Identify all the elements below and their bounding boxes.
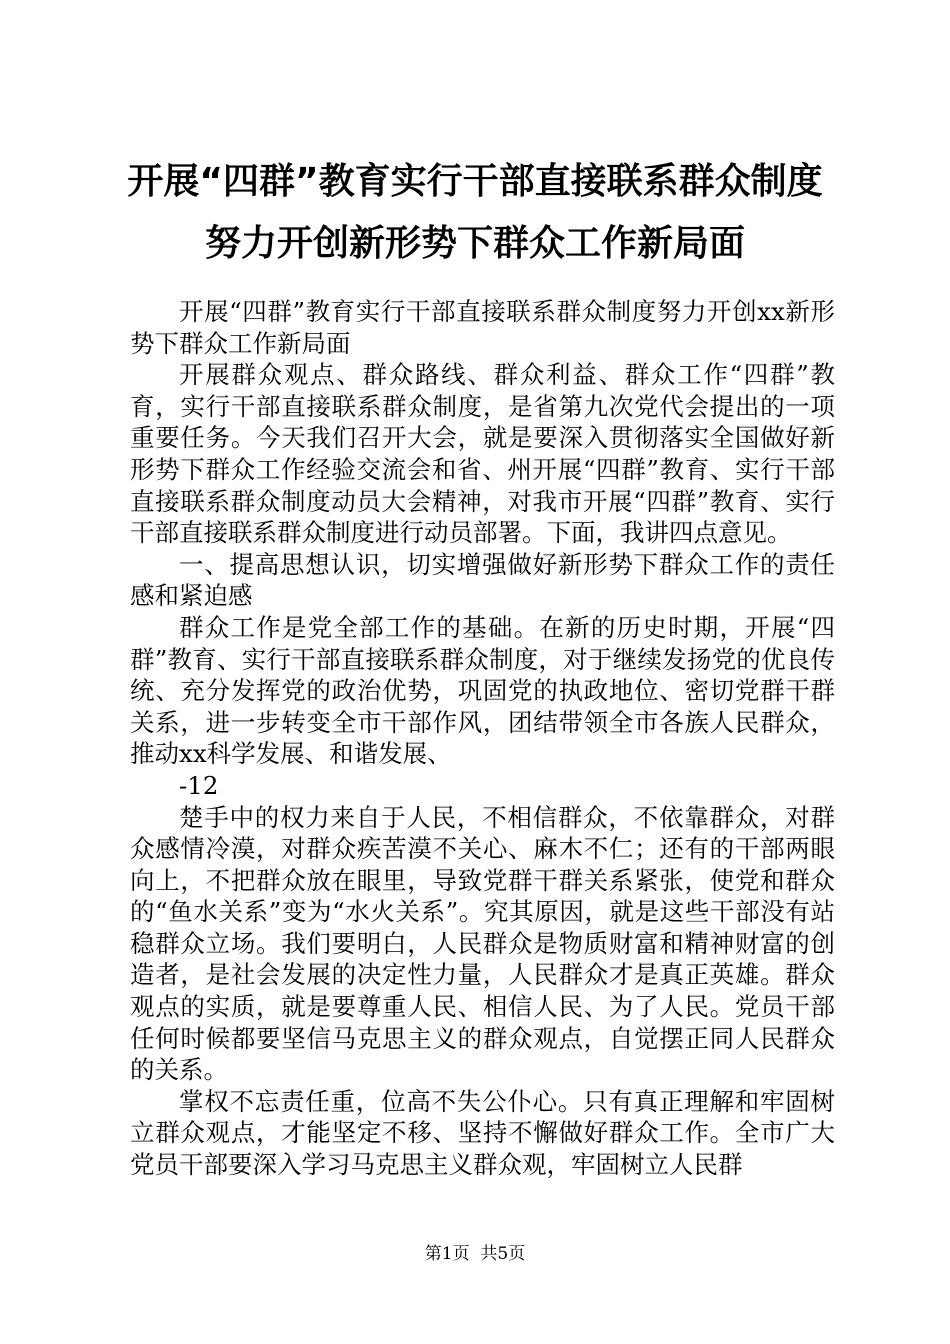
document-title-line-2: 努力开创新形势下群众工作新局面: [204, 223, 745, 264]
document-body: [130, 296, 835, 1181]
paragraph-mass-work: 群众工作是党全部工作的基础。在新的历史时期，开展“四群”教育、实行干部直接联系群众制度，对于继续发扬党的优良传统、充分发挥党的政治优势，巩固党的执政地位、密切党群干群关系，进一步转变全市干部作风，团结带领全市各族人民群众，推动xx科学发展、和谐发展、: [130, 612, 835, 769]
paragraph-subtitle: 开展“四群”教育实行干部直接联系群众制度努力开创xx新形势下群众工作新局面: [130, 297, 835, 358]
paragraph-power: 楚手中的权力来自于人民，不相信群众，不依靠群众，对群众感情冷漠，对群众疾苦漠不关心、麻木不仁；还有的干部两眼向上，不把群众放在眼里，导致党群干群关系紧张，使党和群众的“鱼水关系”变为“水火关系”。究其原因，就是这些干部没有站稳群众立场。我们要明白，人民群众是物质财富和精神财富的创造者，是社会发展的决定性力量，人民群众才是真正英雄。群众观点的实质，就是要尊重人民、相信人民、为了人民。党员干部任何时候都要坚信马克思主义的群众观点，自觉摆正同人民群众的关系。: [130, 802, 835, 1085]
paragraph-responsibility: 掌权不忘责任重，位高不失公仆心。只有真正理解和牢固树立群众观点，才能坚定不移、坚持不懈做好群众工作。全市广大党员干部要深入学习马克思主义群众观，牢固树立人民群: [130, 1086, 835, 1180]
page-fragment-marker: -12: [179, 770, 219, 800]
paragraph-intro: 开展群众观点、群众路线、群众利益、群众工作“四群”教育，实行干部直接联系群众制度，是省第九次党代会提出的一项重要任务。今天我们召开大会，就是要深入贯彻落实全国做好新形势下群众工作经验交流会和省、州开展“四群”教育、实行干部直接联系群众制度动员大会精神，对我市开展“四群”教育、实行干部直接联系群众制度进行动员部署。下面，我讲四点意见。: [130, 360, 835, 548]
document-title-line-1: 开展“四群”教育实行干部直接联系群众制度: [127, 161, 823, 202]
page-footer: 第1页 共5页: [424, 1244, 526, 1264]
section-heading-1: 一、提高思想认识，切实增强做好新形势下群众工作的责任感和紧迫感: [130, 549, 835, 611]
